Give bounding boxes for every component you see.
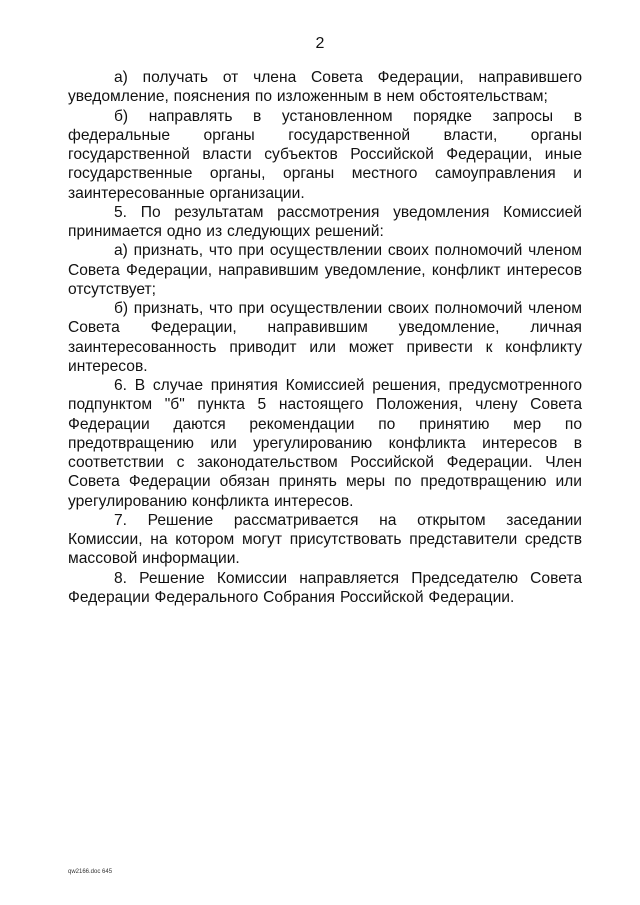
paragraph-item-b-send-requests: б) направлять в установленном порядке запросы в федеральные органы государственной власти, органы государственной власти субъектов Российской Федерации, иные государственные органы, органы местного самоуправления и заинтересованные организации. (68, 107, 582, 202)
paragraph-clause-7: 7. Решение рассматривается на открытом заседании Комиссии, на котором могут присутствовать представители средств массовой информации. (68, 511, 582, 568)
paragraph-clause-5: 5. По результатам рассмотрения уведомления Комиссией принимается одно из следующих решений: (68, 203, 582, 240)
document-body (68, 68, 582, 607)
paragraph-decision-b: б) признать, что при осуществлении своих полномочий членом Совета Федерации, направившим уведомление, личная заинтересованность приводит или может привести к конфликту интересов. (68, 300, 582, 375)
paragraph-decision-a: а) признать, что при осуществлении своих полномочий членом Совета Федерации, направившим уведомление, конфликт интересов отсутствует; (68, 242, 582, 298)
page-number: 2 (315, 35, 325, 52)
paragraph-clause-8: 8. Решение Комиссии направляется Председателю Совета Федерации Федерального Собрания Российской Федерации. (68, 569, 582, 606)
document-footer-code: qw2166.doc 645 (68, 869, 113, 875)
paragraph-item-a-get-explanations: а) получать от члена Совета Федерации, направившего уведомление, пояснения по изложенным в нем обстоятельствам; (68, 69, 582, 106)
paragraph-clause-6: 6. В случае принятия Комиссией решения, предусмотренного подпунктом "б" пункта 5 настоящего Положения, члену Совета Федерации даются рекомендации по принятию мер по предотвращению или урегулированию конфликта интересов в соответствии с законодательством Российской Федерации. Член Совета Федерации обязан принять меры по предотвращению или урегулированию конфликта интересов. (68, 377, 582, 510)
